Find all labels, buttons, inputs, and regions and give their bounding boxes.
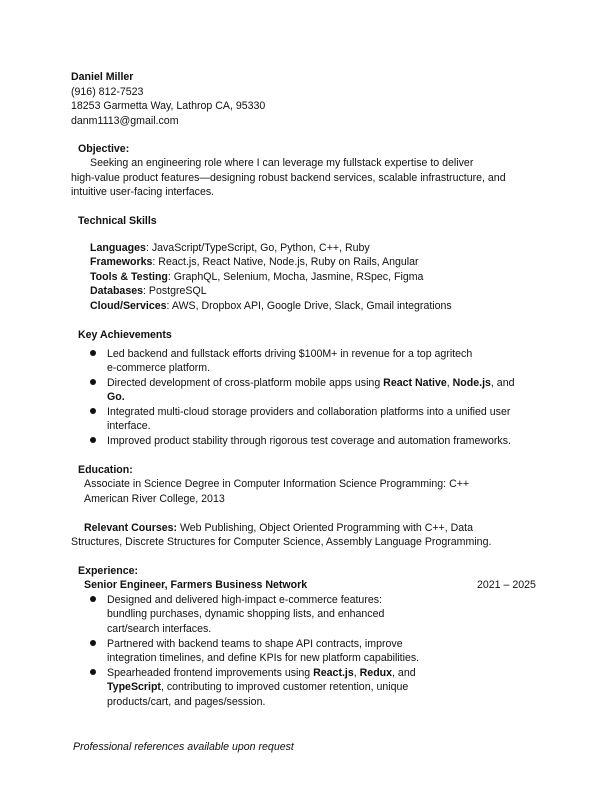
- phone: (916) 812-7523: [71, 86, 144, 98]
- bullet-icon: [90, 379, 96, 385]
- education-heading: Education:: [78, 464, 133, 476]
- text: ,: [353, 667, 360, 679]
- strong-text: TypeScript: [107, 681, 161, 693]
- skill-value: : GraphQL, Selenium, Mocha, Jasmine, RSpec, Figma: [167, 271, 424, 283]
- skill-row: [90, 241, 370, 256]
- strong-text: React.js: [313, 667, 354, 679]
- objective-heading: Objective:: [78, 143, 130, 155]
- experience-line: [107, 666, 416, 681]
- skill-value: : PostgreSQL: [143, 285, 207, 297]
- objective-line: intuitive user-facing interfaces.: [71, 186, 215, 198]
- skill-label: Databases: [90, 285, 143, 297]
- skill-value: : React.js, React Native, Node.js, Ruby on Rails, Angular: [152, 256, 419, 268]
- experience-line: Partnered with backend teams to shape API contracts, improve: [107, 638, 403, 650]
- objective-line: high-value product features—designing robust backend services, scalable infrastructure, and: [71, 172, 506, 184]
- text: Directed development of cross-platform mobile apps using: [107, 377, 384, 389]
- experience-line: products/cart, and pages/session.: [107, 696, 266, 708]
- text: ,: [446, 377, 453, 389]
- skill-label: Frameworks: [90, 256, 153, 268]
- bullet-icon: [90, 669, 96, 675]
- achievement-line: interface.: [107, 420, 151, 432]
- job-dates: 2021 – 2025: [477, 579, 536, 591]
- objective-line: Seeking an engineering role where I can leverage my fullstack expertise to deliver: [90, 157, 474, 169]
- school: American River College, 2013: [84, 493, 225, 505]
- achievement-line: Go.: [107, 391, 125, 403]
- text: , contributing to improved customer retention, unique: [160, 681, 409, 693]
- achievements-heading: Key Achievements: [78, 329, 172, 341]
- achievement-line: Integrated multi-cloud storage providers and collaboration platforms into a unified user: [107, 406, 511, 418]
- text: , and: [392, 667, 416, 679]
- skill-row: [90, 284, 207, 299]
- experience-line: [107, 680, 408, 695]
- bullet-icon: [90, 640, 96, 646]
- achievement-line: [107, 376, 514, 391]
- experience-line: bundling purchases, dynamic shopping lists, and enhanced: [107, 608, 385, 620]
- skills-heading: Technical Skills: [78, 215, 157, 227]
- experience-line: Designed and delivered high-impact e-commerce features:: [107, 594, 382, 606]
- courses-label: Relevant Courses:: [84, 522, 178, 534]
- strong-text: Node.js: [452, 377, 491, 389]
- experience-heading: Experience:: [78, 565, 139, 577]
- address: 18253 Garmetta Way, Lathrop CA, 95330: [71, 100, 266, 112]
- skill-label: Languages: [90, 242, 146, 254]
- skill-value: : AWS, Dropbox API, Google Drive, Slack, Gmail integrations: [166, 300, 452, 312]
- courses-text: Web Publishing, Object Oriented Programming with C++, Data: [177, 522, 474, 534]
- job-title: Senior Engineer, Farmers Business Network: [84, 579, 308, 591]
- skill-label: Tools & Testing: [90, 271, 168, 283]
- skill-row: [90, 299, 452, 314]
- achievement-line: Led backend and fullstack efforts driving $100M+ in revenue for a top agritech: [107, 348, 473, 360]
- text: Spearheaded frontend improvements using: [107, 667, 314, 679]
- skill-row: [90, 255, 419, 270]
- skill-row: [90, 270, 423, 285]
- skill-value: : JavaScript/TypeScript, Go, Python, C++, Ruby: [145, 242, 370, 254]
- skill-label: Cloud/Services: [90, 300, 167, 312]
- courses-line: Structures, Discrete Structures for Computer Science, Assembly Language Programming.: [71, 536, 492, 548]
- strong-text: React Native: [383, 377, 447, 389]
- bullet-icon: [90, 350, 96, 356]
- bullet-icon: [90, 408, 96, 414]
- degree: Associate in Science Degree in Computer Information Science Programming: C++: [84, 478, 470, 490]
- courses-line: [84, 521, 473, 536]
- bullet-icon: [90, 596, 96, 602]
- experience-line: cart/search interfaces.: [107, 623, 212, 635]
- candidate-name: Daniel Miller: [71, 71, 134, 83]
- strong-text: Redux: [359, 667, 393, 679]
- achievement-line: e-commerce platform.: [107, 362, 211, 374]
- achievement-line: Improved product stability through rigorous test coverage and automation frameworks.: [107, 435, 511, 447]
- references-note: Professional references available upon request: [73, 741, 294, 753]
- email: danm1113@gmail.com: [71, 115, 179, 127]
- text: , and: [490, 377, 515, 389]
- experience-line: integration timelines, and define KPIs for new platform capabilities.: [107, 652, 420, 664]
- bullet-icon: [90, 437, 96, 443]
